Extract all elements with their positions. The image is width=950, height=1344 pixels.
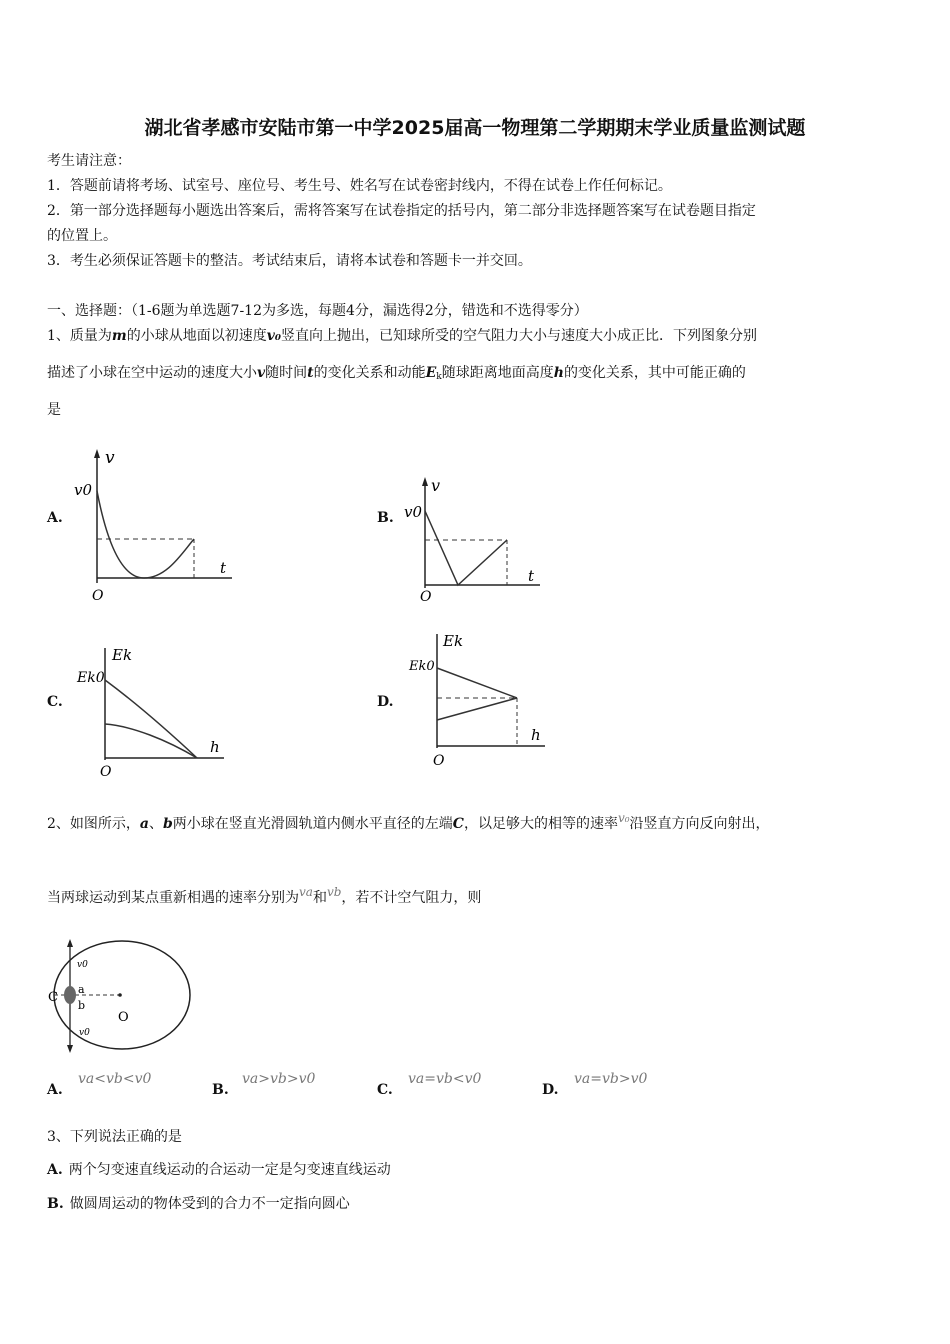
axis-label-origin: O bbox=[92, 588, 104, 603]
point-label-c: C bbox=[48, 990, 58, 1005]
ball-label-a: a bbox=[78, 983, 85, 996]
notice-item: 的位置上。 bbox=[47, 228, 117, 244]
axis-label-ek0: Ek0 bbox=[77, 670, 105, 686]
circular-track-figure bbox=[44, 937, 194, 1057]
axis-label-t: t bbox=[528, 567, 535, 585]
velocity-label-down: v0 bbox=[79, 1028, 90, 1038]
graph-b-velocity-time bbox=[400, 473, 550, 603]
axis-label-h: h bbox=[531, 726, 541, 744]
notice-item: 3．考生必须保证答题卡的整洁。考试结束后，请将本试卷和答题卡一并交回。 bbox=[47, 253, 532, 269]
axis-label-ek: Ek bbox=[112, 646, 133, 664]
q2-option-c-label: C. bbox=[377, 1082, 393, 1098]
question-1-line-2: 描述了小球在空中运动的速度大小v随时间t的变化关系和动能$E_k$随球距离地面高度h的变化关系，其中可能正确的 bbox=[47, 365, 746, 382]
center-label-o: O bbox=[118, 1010, 129, 1025]
question-2-line-2: 当两球运动到某点重新相遇的速率分别为va和vb，若不计空气阻力，则 bbox=[47, 885, 482, 906]
option-b-label: B. bbox=[377, 510, 394, 526]
notice-heading: 考生请注意： bbox=[47, 153, 131, 169]
axis-label-v0: v0 bbox=[74, 481, 93, 499]
question-2-line-1: 2、如图所示，a、b两小球在竖直光滑圆轨道内侧水平直径的左端C，以足够大的相等的速率v₀沿竖直方向反向射出， bbox=[47, 811, 770, 832]
q2-option-b-expr: va>vb>v0 bbox=[242, 1071, 316, 1087]
option-c-label: C. bbox=[47, 694, 63, 710]
axis-label-ek0: Ek0 bbox=[409, 659, 435, 674]
notice-item: 1．答题前请将考场、试室号、座位号、考生号、姓名写在试卷密封线内，不得在试卷上作任何标记。 bbox=[47, 178, 672, 194]
section-heading: 一、选择题：（1-6题为单选题7-12为多选，每题4分，漏选得2分，错选和不选得零分） bbox=[47, 303, 588, 319]
q3-option-b: B. 做圆周运动的物体受到的合力不一定指向圆心 bbox=[47, 1196, 350, 1212]
page-title: 湖北省孝感市安陆市第一中学2025届高一物理第二学期期末学业质量监测试题 bbox=[144, 117, 806, 139]
axis-label-origin: O bbox=[100, 764, 112, 780]
q3-option-a: A. 两个匀变速直线运动的合运动一定是匀变速直线运动 bbox=[47, 1162, 391, 1178]
q2-option-d-expr: va=vb>v0 bbox=[574, 1071, 648, 1087]
q2-option-a-expr: va<vb<v0 bbox=[78, 1071, 152, 1087]
axis-label-h: h bbox=[210, 738, 220, 756]
ball-label-b: b bbox=[78, 999, 86, 1012]
graph-d-kinetic-energy-height bbox=[405, 628, 555, 770]
axis-label-v0: v0 bbox=[404, 503, 423, 521]
axis-label-v: v bbox=[431, 476, 441, 495]
graph-a-velocity-time bbox=[72, 443, 242, 603]
axis-label-origin: O bbox=[433, 753, 445, 769]
q2-option-b-label: B. bbox=[212, 1082, 229, 1098]
notice-item: 2．第一部分选择题每小题选出答案后，需将答案写在试卷指定的括号内，第二部分非选择题答案写在试卷题目指定 bbox=[47, 203, 756, 219]
graph-c-kinetic-energy-height bbox=[72, 640, 232, 780]
axis-label-origin: O bbox=[420, 589, 432, 603]
q2-option-a-label: A. bbox=[47, 1082, 63, 1098]
axis-label-v: v bbox=[105, 448, 115, 468]
option-d-label: D. bbox=[377, 694, 394, 710]
q2-option-d-label: D. bbox=[542, 1082, 559, 1098]
question-1-line-1: 1、质量为m的小球从地面以初速度v₀竖直向上抛出，已知球所受的空气阻力大小与速度大小成正比．下列图象分别 bbox=[47, 328, 758, 344]
axis-label-t: t bbox=[220, 559, 227, 577]
axis-label-ek: Ek bbox=[443, 632, 464, 650]
q2-option-c-expr: va=vb<v0 bbox=[408, 1071, 482, 1087]
question-3-stem: 3、下列说法正确的是 bbox=[47, 1129, 182, 1145]
velocity-label-up: v0 bbox=[77, 960, 88, 970]
question-1-line-3: 是 bbox=[47, 402, 61, 418]
option-a-label: A. bbox=[47, 510, 63, 526]
